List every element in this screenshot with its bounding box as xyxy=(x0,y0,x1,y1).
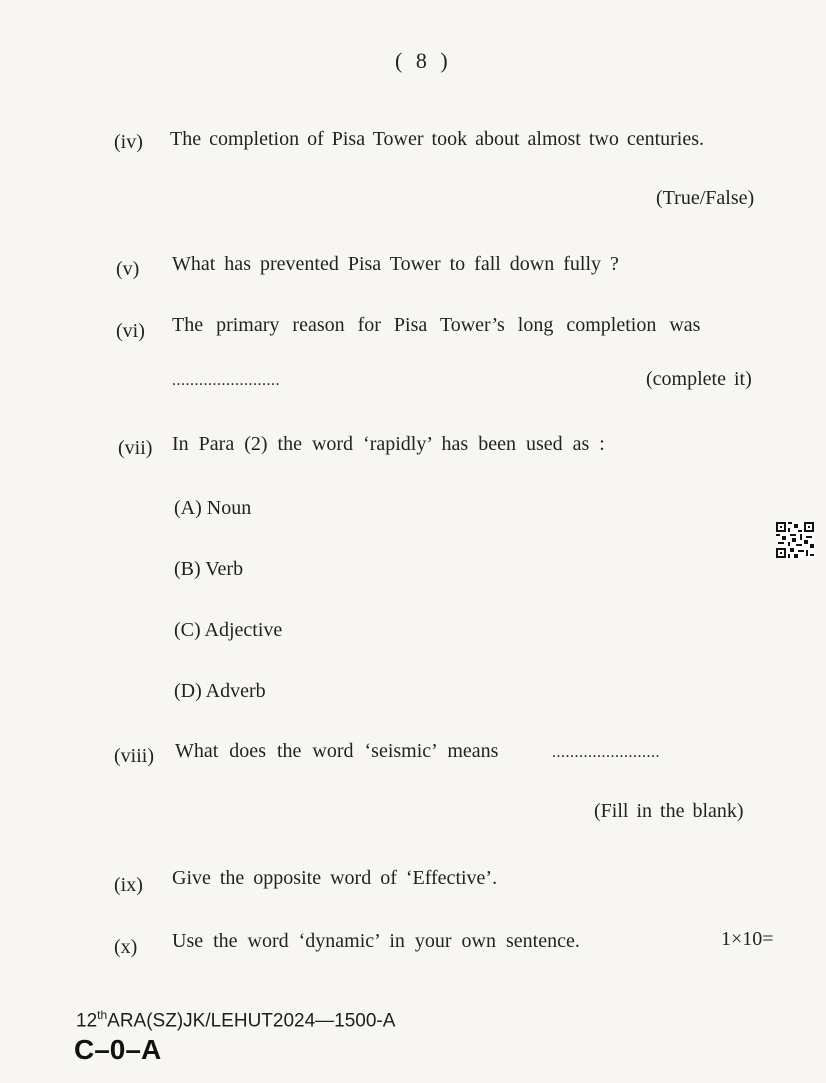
question-number: (x) xyxy=(114,936,138,958)
question-text: What has prevented Pisa Tower to fall down fully ? xyxy=(172,253,619,275)
question-text: The primary reason for Pisa Tower’s long completion was xyxy=(172,314,701,336)
option-c: (C) Adjective xyxy=(174,619,283,641)
qr-code xyxy=(776,522,814,558)
option-b: (B) Verb xyxy=(174,558,244,580)
paper-code-prefix: 12 xyxy=(76,1010,98,1032)
option-a: (A) Noun xyxy=(174,497,252,519)
paper-series: C–0–A xyxy=(74,1034,162,1065)
question-number: (vi) xyxy=(116,320,145,342)
paper-code-rest: ARA(SZ)JK/LEHUT2024—1500-A xyxy=(107,1010,396,1032)
question-text: Give the opposite word of ‘Effective’. xyxy=(172,867,498,889)
paper-code xyxy=(76,1008,395,1032)
question-number: (vii) xyxy=(118,437,153,459)
question-text: What does the word ‘seismic’ means xyxy=(175,740,499,762)
option-d: (D) Adverb xyxy=(174,680,266,702)
paper-code-sup: th xyxy=(97,1008,108,1022)
question-text: In Para (2) the word ‘rapidly’ has been used as : xyxy=(172,433,605,455)
question-number: (ix) xyxy=(114,874,143,896)
question-text: The completion of Pisa Tower took about almost two centuries. xyxy=(170,128,705,150)
answer-type-note: (complete it) xyxy=(646,368,752,390)
answer-blank: ........................ xyxy=(172,372,280,389)
answer-blank: ........................ xyxy=(552,744,660,761)
marks-allocation: 1×10= xyxy=(721,928,774,950)
answer-type-note: (True/False) xyxy=(656,187,755,209)
question-number: (iv) xyxy=(114,131,143,153)
page-number: ( 8 ) xyxy=(395,48,448,73)
question-number: (viii) xyxy=(114,745,154,767)
answer-type-note: (Fill in the blank) xyxy=(594,800,744,822)
question-text: Use the word ‘dynamic’ in your own sentence. xyxy=(172,930,580,952)
question-number: (v) xyxy=(116,258,140,280)
